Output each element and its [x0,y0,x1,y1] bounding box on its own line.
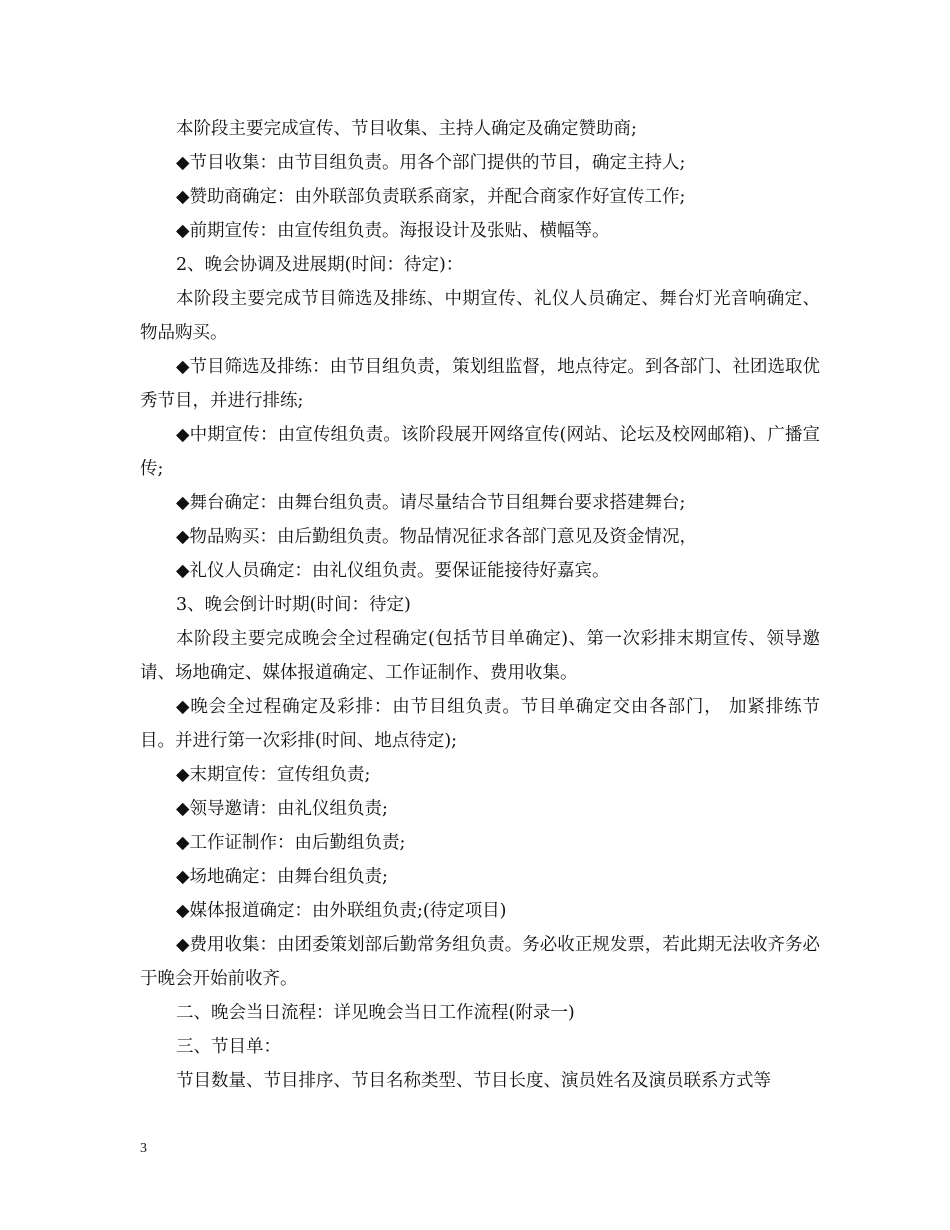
paragraph-mid-promotion: ◆中期宣传：由宣传组负责。该阶段展开网络宣传(网站、论坛及校网邮箱)、广播宣传; [140,425,820,479]
heading-countdown-period: 3、晚会倒计时期(时间：待定) [176,595,411,615]
paragraph-program-collection: ◆节目收集：由节目组负责。用各个部门提供的节目，确定主持人; [176,153,686,173]
paragraph-media: ◆媒体报道确定：由外联组负责;(待定项目) [176,901,507,921]
paragraph-early-promotion: ◆前期宣传：由宣传组负责。海报设计及张贴、横幅等。 [176,221,610,241]
paragraph-venue: ◆场地确定：由舞台组负责; [176,867,388,887]
paragraph-leader-invitation: ◆领导邀请：由礼仪组负责; [176,799,388,819]
heading-coordination-period: 2、晚会协调及进展期(时间：待定)： [176,255,464,275]
document-body [140,112,820,1098]
paragraph-sponsor: ◆赞助商确定：由外联部负责联系商家，并配合商家作好宣传工作; [176,187,686,207]
paragraph-rehearsal: ◆晚会全过程确定及彩排：由节目组负责。节目单确定交由各部门， 加紧排练节目。并进行第一次彩排(时间、地点待定); [140,697,820,751]
paragraph-fee-collection: ◆费用收集：由团委策划部后勤常务组负责。务必收正规发票，若此期无法收齐务必于晚会开始前收齐。 [140,935,820,989]
page-number: 3 [140,1141,147,1156]
paragraph-countdown-intro: 本阶段主要完成晚会全过程确定(包括节目单确定)、第一次彩排末期宣传、领导邀请、场地确定、媒体报道确定、工作证制作、费用收集。 [140,629,820,683]
heading-day-process: 二、晚会当日流程：详见晚会当日工作流程(附录一) [176,1003,575,1023]
heading-program-list: 三、节目单： [176,1037,281,1057]
paragraph-stage-intro: 本阶段主要完成宣传、节目收集、主持人确定及确定赞助商; [176,119,637,139]
paragraph-program-selection: ◆节目筛选及排练：由节目组负责，策划组监督，地点待定。到各部门、社团选取优秀节目，并进行排练; [140,357,820,411]
paragraph-program-list: 节目数量、节目排序、节目名称类型、节目长度、演员姓名及演员联系方式等 [176,1071,771,1091]
paragraph-badge-making: ◆工作证制作：由后勤组负责; [176,833,406,853]
paragraph-late-promotion: ◆末期宣传：宣传组负责; [176,765,371,785]
paragraph-coordination-intro: 本阶段主要完成节目筛选及排练、中期宣传、礼仪人员确定、舞台灯光音响确定、物品购买。 [140,289,820,343]
paragraph-purchasing: ◆物品购买：由后勤组负责。物品情况征求各部门意见及资金情况， [176,527,697,547]
paragraph-stage-setup: ◆舞台确定：由舞台组负责。请尽量结合节目组舞台要求搭建舞台; [176,493,686,513]
paragraph-etiquette: ◆礼仪人员确定：由礼仪组负责。要保证能接待好嘉宾。 [176,561,610,581]
